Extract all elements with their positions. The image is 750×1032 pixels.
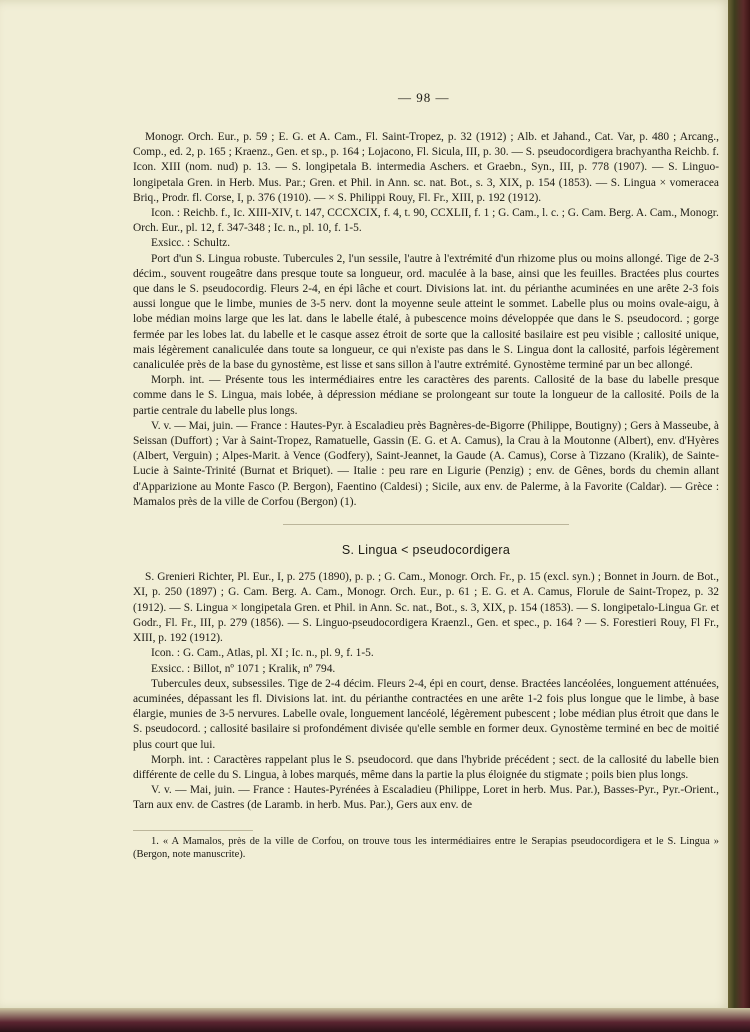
section-distribution: V. v. — Mai, juin. — France : Hautes-Pyrénées à Escaladieu (Philippe, Loret in herb. Mus. Par.), Basses-Pyr., Pyr.-Orient., Tarn aux env. de Castres (de Laramb. in herb. Mus. Par.), Gers aux env. de [133,784,719,812]
icon-references: Icon. : Reichb. f., Ic. XIII-XIV, t. 147, CCCXCIX, f. 4, t. 90, CCXLII, f. 1 ; G. Cam., l. c. ; G. Cam. Berg. A. Cam., Monogr. Orch. Eur., pl. 12, f. 347-348 ; Ic. n., pl. 10, f. 1-5. [133,207,719,235]
page-content [133,86,719,861]
footnote-divider [133,830,253,831]
section-icon-references: Icon. : G. Cam., Atlas, pl. XI ; Ic. n., pl. 9, f. 1-5. [151,647,374,660]
synonymy-paragraph: Monogr. Orch. Eur., p. 59 ; E. G. et A. Cam., Fl. Saint-Tropez, p. 32 (1912) ; Alb. et Jahand., Cat. Var, p. 480 ; Arcang., Comp., ed. 2, p. 165 ; Kraenz., Gen. et sp., p. 164 ; Lojacono, Fl. Sicula, III, p. 30. — S. pseudocordigera brachyantha Reichb. f. Icon. XIII (nom. nud) p. 13. — S. longipetala B. intermedia Aschers. et Graebn., Syn., III, p. 778 (1907). — S. Linguo-longipetala Gren. in Herb. Mus. Par.; Gren. et Phil. in Ann. sc. nat. Bot., s. 3, XIX, p. 154 (1853). — S. Lingua × vomeracea Briq., Prodr. fl. Corse, I, p. 376 (1910). — × S. Philippi Rouy, Fl. Fr., XIII, p. 192 (1912). [133,131,719,204]
section-divider [283,524,569,525]
section-description: Tubercules deux, subsessiles. Tige de 2-4 décim. Fleurs 2-4, épi en court, dense. Bractées lancéolées, longuement atténuées, acuminées, dépassant les fl. Divisions lat. int. du périanthe contractées en une arête 1-2 fois plus longue que le limbe, à base élargie, munies de 3-5 nervures. Labelle ovale, longuement lancéolé, légèrement pubescent ; lobe médian plus étroit que dans le S. pseudocord. ; callosité basilaire si profondément divisée qu'elle semble en former deux. Gynostème terminé en bec de moitié plus court que lui. [133,677,719,751]
book-spine [728,0,750,1032]
description-paragraph: Port d'un S. Lingua robuste. Tubercules 2, l'un sessile, l'autre à l'extrémité d'un rhizome plus ou moins allongé. Tige de 2-3 décim., souvent rougeâtre dans presque toute sa longueur, ord. maculée à la base, ainsi que les feuilles. Bractées plus courtes que dans le S. pseudocordig. Fleurs 2-4, en épi lâche et court. Divisions lat. int. du périanthe acuminées en une arête 2-3 fois aussi longue que le limbe, munies de 3-5 nerv. dont la moyenne seule atteint le sommet. Labelle plus ou moins ovale-aigu, à lobe médian moins large que les lat. dans le labelle étalé, à pubescence moins développée que dans le S. pseudocord. ; gorge fermée par les lobes lat. du labelle et le casque assez étroit de sorte que la callosité basilaire est peu visible ; callosité unique, mais légèrement canaliculée dans toute sa longueur, ce qui n'existe pas dans le S. Lingua dont la callosité, parfois légèrement canaliculée près de la base du gynostème, est lisse et sans sillon à l'autre extrémité. Gynostème terminé par un bec allongé. [133,252,719,372]
distribution-paragraph: V. v. — Mai, juin. — France : Hautes-Pyr. à Escaladieu près Bagnères-de-Bigorre (Philippe, Boutigny) ; Gers à Masseube, à Seissan (Duffort) ; Var à Saint-Tropez, Ramatuelle, Gassin (E. G. et A. Camus), la Crau à la Moutonne (Albert), env. d'Hyères (Albert, Verguin) ; Alpes-Marit. à Vence (Godfery), Saint-Jeannet, la Gaude (A. Camus), Corse à Tizzano (Kralik), de Sainte-Lucie à Sainte-Trinité (Burnat et Briquet). — Italie : peu rare en Ligurie (Penzig) ; env. de Gênes, bords du chemin allant d'Apparizione au Monte Fasco (P. Bergon), Faentino (Caldesi) ; Sicile, aux env. de Palerme, à la Favorite (Caldar). — Grèce : Mamalos près de la ville de Corfou (Bergon) (1). [133,419,719,508]
book-edge [0,1008,750,1032]
section-synonymy: S. Grenieri Richter, Pl. Eur., I, p. 275 (1890), p. p. ; G. Cam., Monogr. Orch. Fr., p. 15 (excl. syn.) ; Bonnet in Journ. de Bot., XI, p. 250 (1897) ; G. Cam. Berg. A. Cam., Monogr. Orch. Eur., p. 61 ; E. G. et A. Camus, Florule de Saint-Tropez, p. 32 (1912). — S. Lingua × longipetala Gren. et Phil. in Ann. Sc. nat., Bot., s. 3, XIX, p. 154 (1853). — S. longipetalo-Lingua Gr. et Godr., Fl. Fr., III, p. 279 (1856). — S. Linguo-pseudocordigera Kraenzl., Gen. et spec., p. 164 ? — S. Forestieri Rouy, Fl Fr., XIII, p. 192 (1912). [133,571,719,645]
morphology-paragraph: Morph. int. — Présente tous les intermédiaires entre les caractères des parents. Callosité de la base du labelle presque comme dans le S. Lingua, mais lobée, à dépression médiane se prolongeant sur toute la longueur de la callosité. Poils de la partie centrale du labelle plus longs. [133,374,719,417]
section-exsiccata: Exsicc. : Billot, nº 1071 ; Kralik, nº 794. [151,662,336,675]
section-morphology: Morph. int. : Caractères rappelant plus le S. pseudocord. que dans l'hybride précédent ; sect. de la callosité du labelle bien différente de celle du S. Lingua, à lobes marqués, même dans la partie la plus éloignée du stigmate ; poils bien plus longs. [133,753,719,781]
footnote: 1. « A Mamalos, près de la ville de Corfou, on trouve tous les intermédiaires entre le Serapias pseudocordigera et le S. Lingua » (Bergon, note manuscrite). [133,835,719,860]
exsiccata: Exsicc. : Schultz. [151,237,231,250]
page-number: — 98 — [398,90,450,105]
section-title: S. Lingua < pseudocordigera [341,543,511,558]
